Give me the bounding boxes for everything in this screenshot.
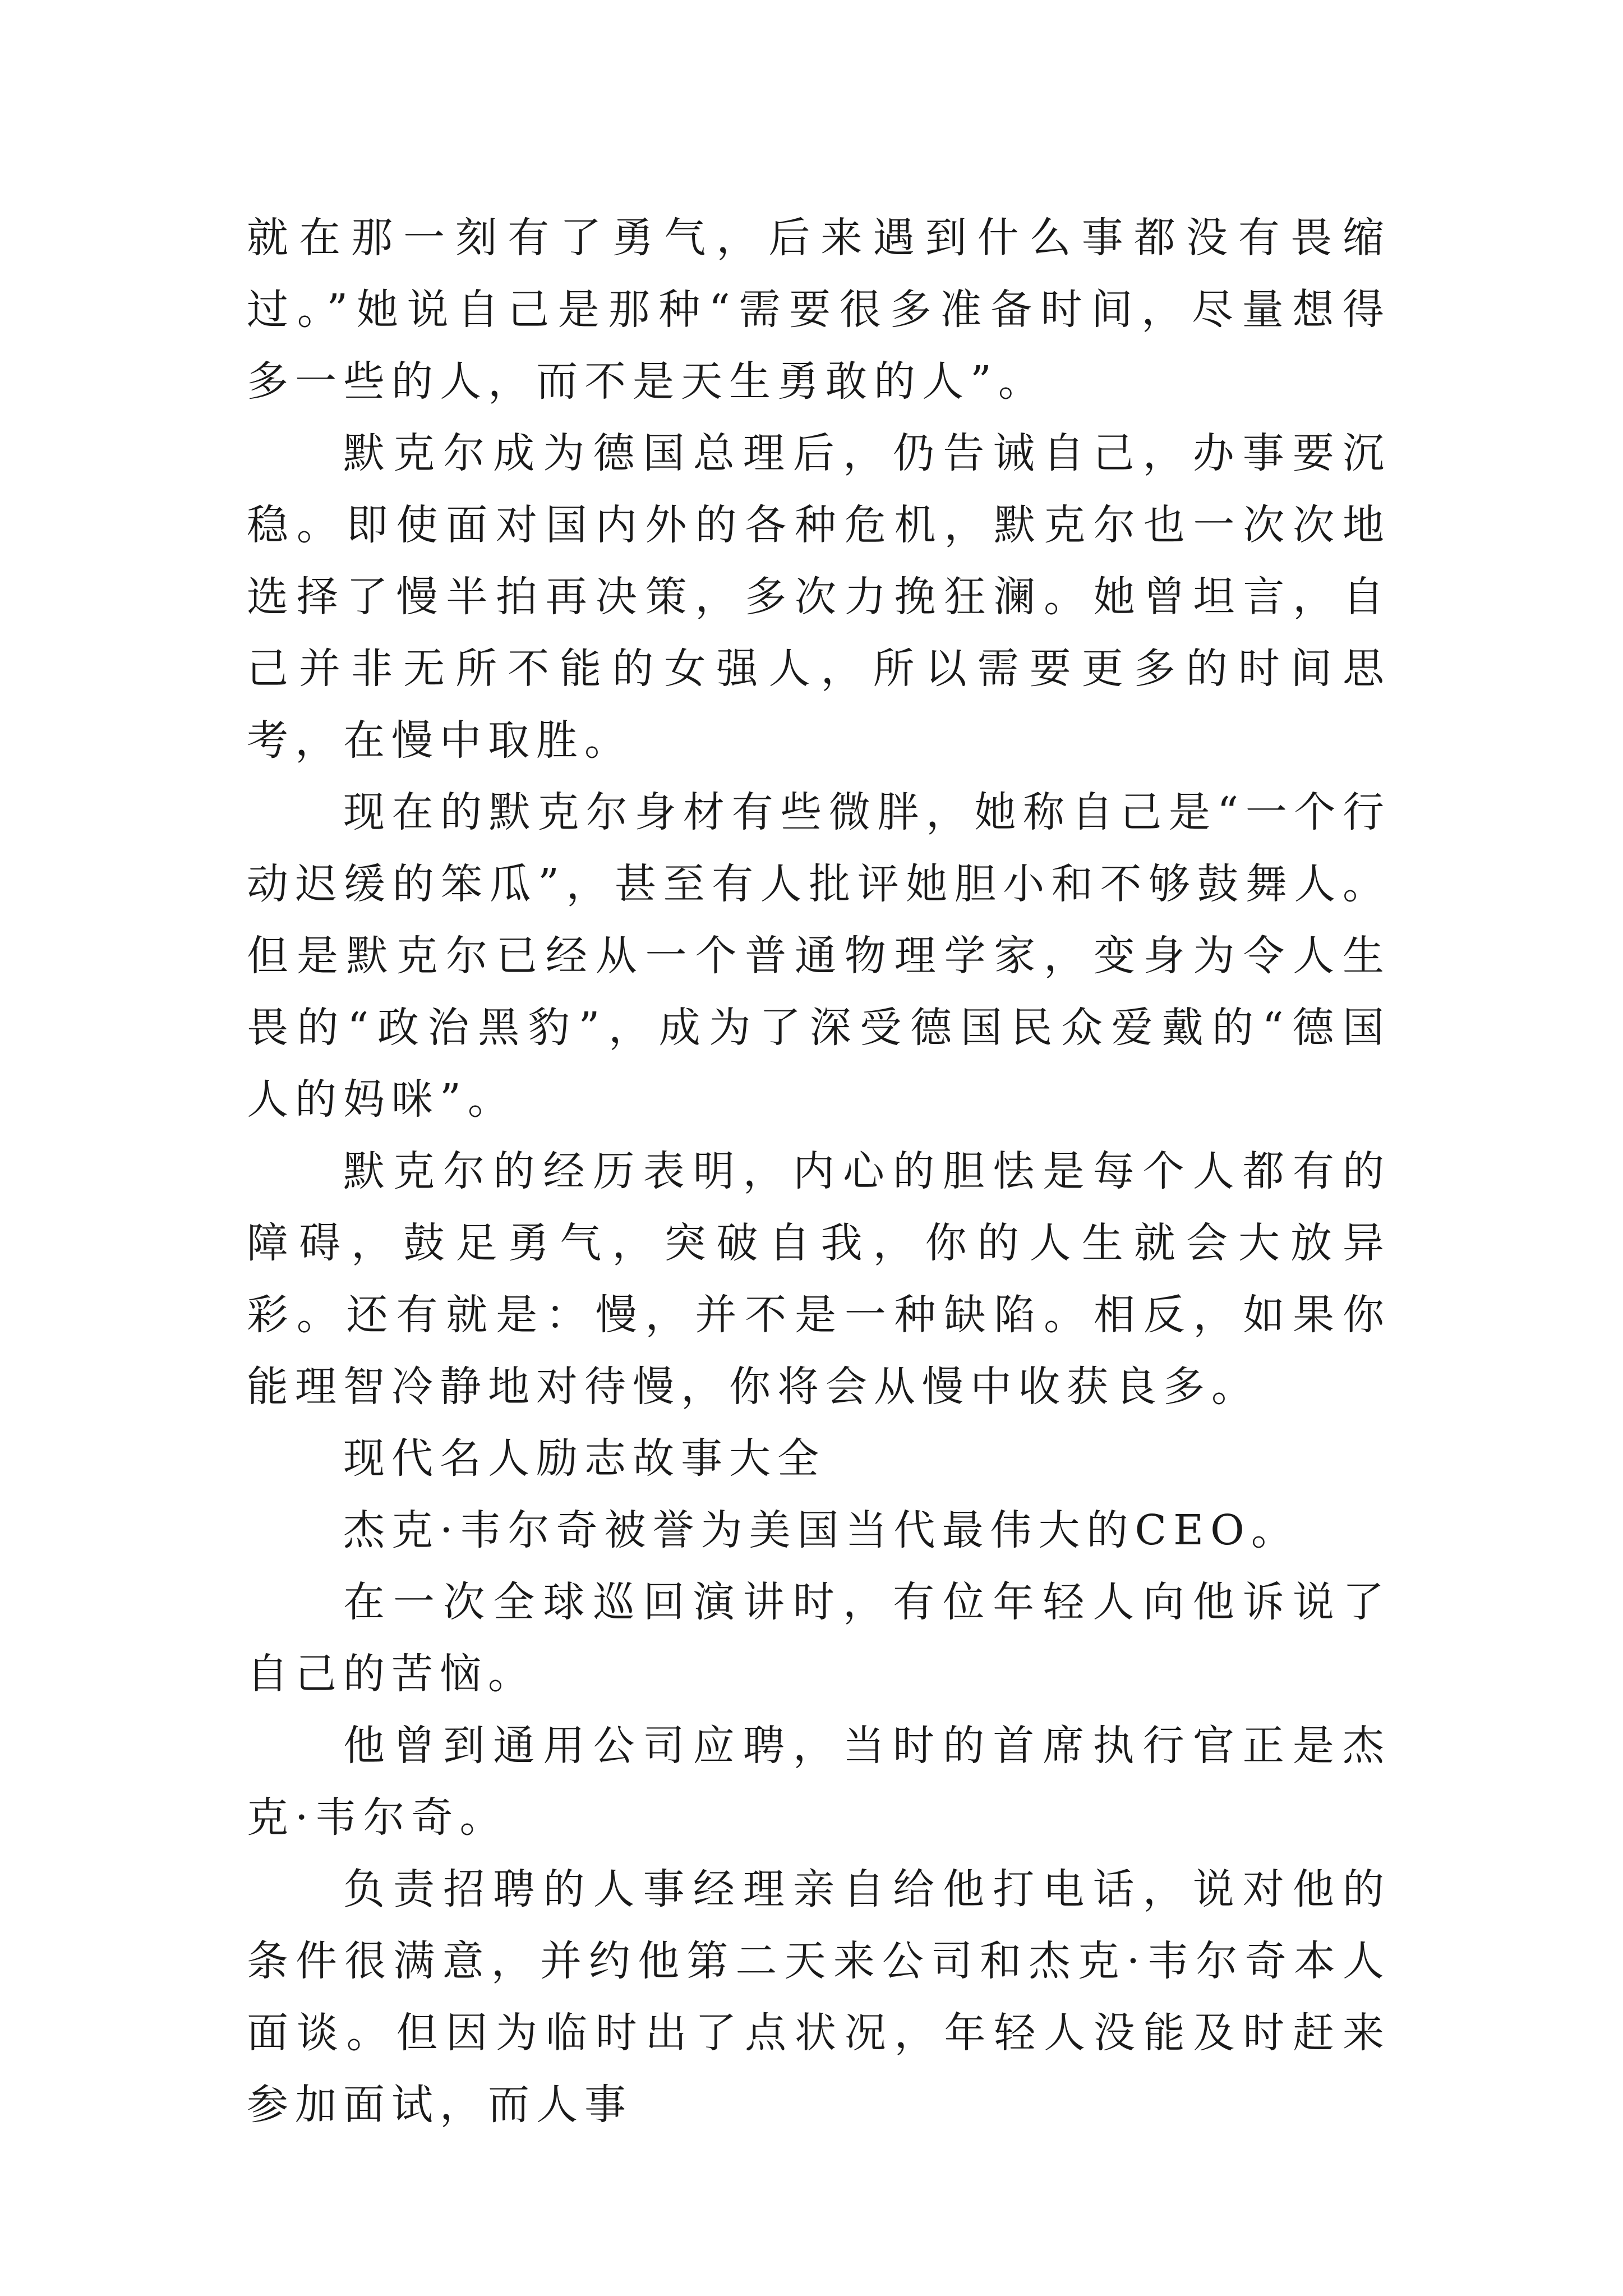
paragraph-6: 在一次全球巡回演讲时，有位年轻人向他诉说了自己的苦恼。 [247, 1578, 1391, 1698]
paragraph-3: 现在的默克尔身材有些微胖，她称自己是“一个行动迟缓的笨瓜”，甚至有人批评她胆小和不够鼓舞人。但是默克尔已经从一个普通物理学家，变身为令人生畏的“政治黑豹”，成为了深受德国民众爱戴的“德国人的妈咪”。 [247, 788, 1391, 1124]
paragraph-7: 他曾到通用公司应聘，当时的首席执行官正是杰克·韦尔奇。 [247, 1722, 1391, 1842]
section-heading: 现代名人励志故事大全 [343, 1434, 826, 1483]
paragraph-4: 默克尔的经历表明，内心的胆怯是每个人都有的障碍，鼓足勇气，突破自我，你的人生就会大放异彩。还有就是：慢，并不是一种缺陷。相反，如果你能理智冷静地对待慢，你将会从慢中收获良多。 [247, 1147, 1391, 1411]
paragraph-5: 杰克·韦尔奇被誉为美国当代最伟大的CEO。 [343, 1506, 1299, 1554]
paragraph-1: 就在那一刻有了勇气，后来遇到什么事都没有畏缩过。”她说自己是那种“需要很多准备时间，尽量想得多一些的人，而不是天生勇敢的人”。 [247, 214, 1391, 406]
paragraph-2: 默克尔成为德国总理后，仍告诫自己，办事要沉稳。即使面对国内外的各种危机，默克尔也一次次地选择了慢半拍再决策，多次力挽狂澜。她曾坦言，自己并非无所不能的女强人，所以需要更多的时间思考，在慢中取胜。 [247, 429, 1391, 765]
paragraph-8: 负责招聘的人事经理亲自给他打电话，说对他的条件很满意，并约他第二天来公司和杰克·韦尔奇本人面谈。但因为临时出了点状况，年轻人没能及时赶来参加面试，而人事 [247, 1865, 1391, 2129]
body-text [247, 202, 1391, 2141]
